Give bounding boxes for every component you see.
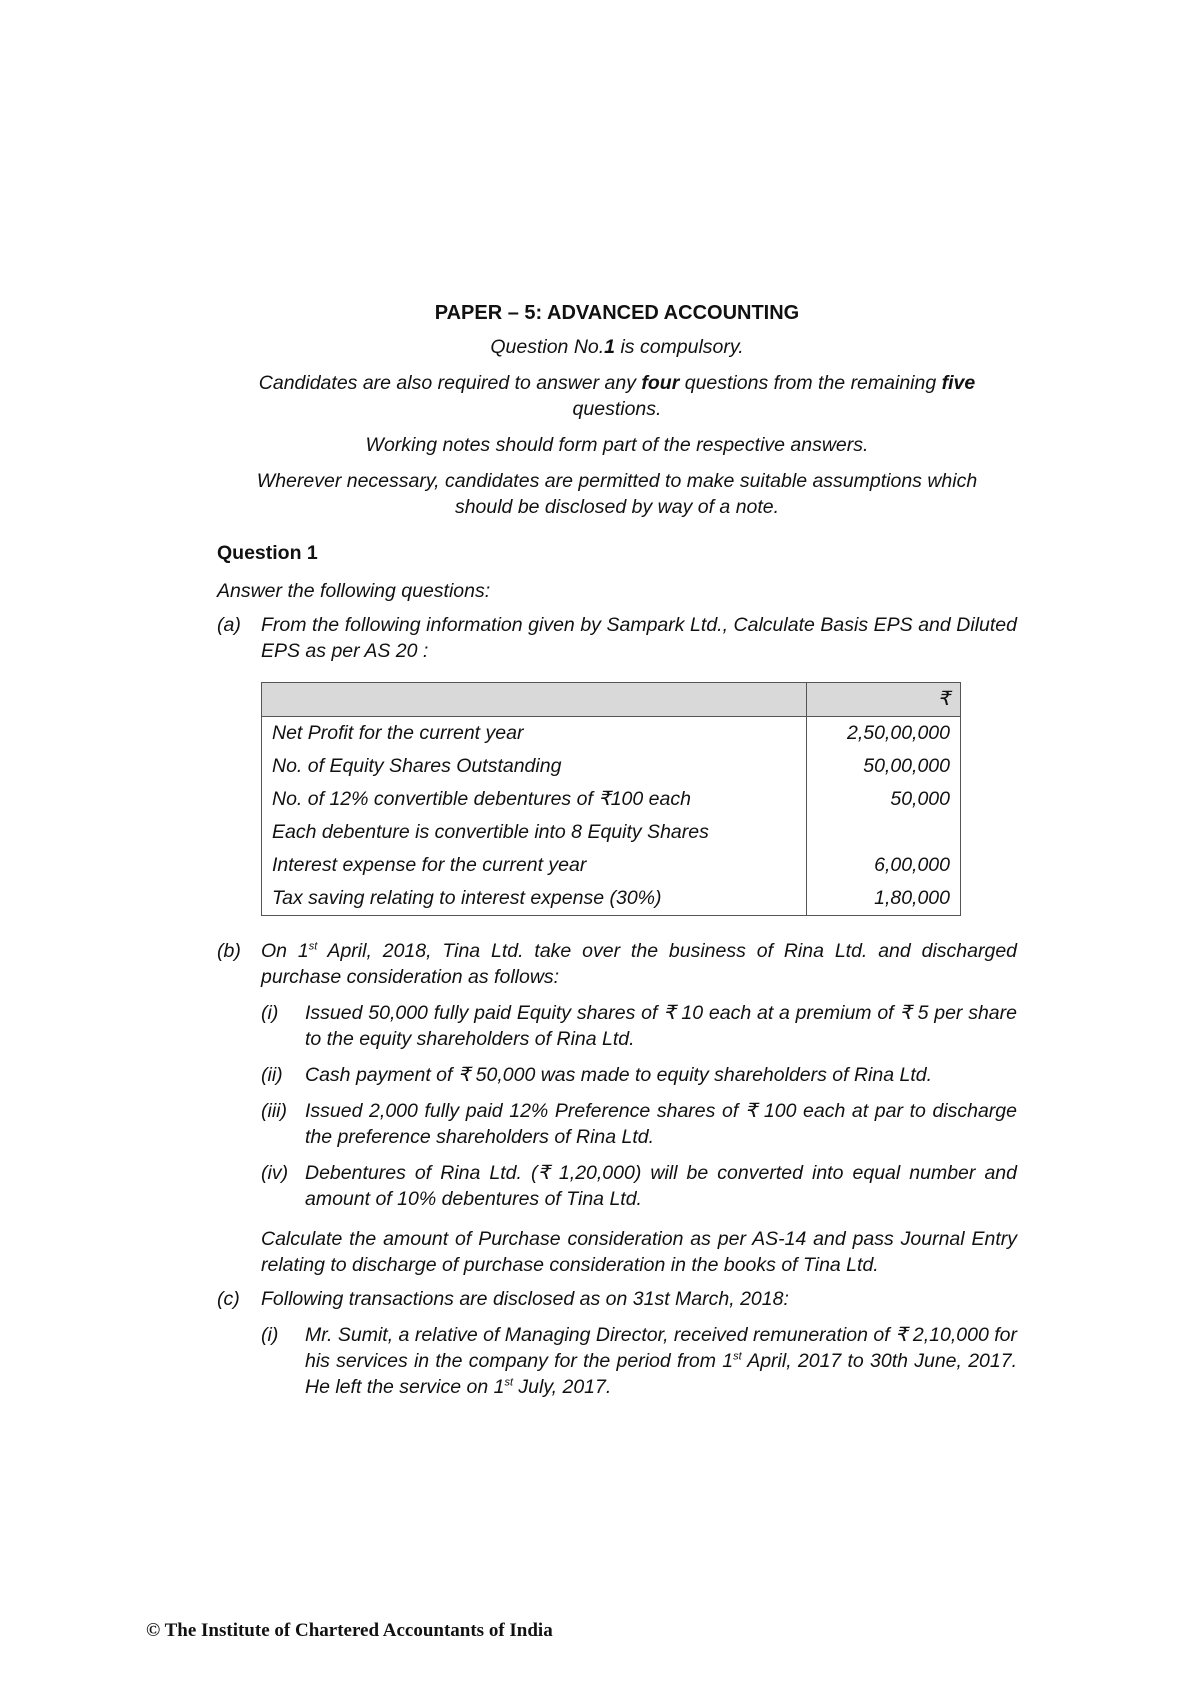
sub-item [261,1322,1017,1400]
instruction-text: Question No. [490,336,605,358]
row-value: 2,50,00,000 [807,717,961,751]
row-value: 1,80,000 [807,882,961,916]
instruction-emphasis: four [641,372,680,394]
paper-title: PAPER – 5: ADVANCED ACCOUNTING [434,302,800,324]
table-row [262,849,961,882]
ordinal-suffix: st [733,1350,742,1363]
part-label: (b) [217,940,241,962]
sub-item-label: (iii) [261,1100,287,1122]
sub-item-label: (i) [261,1002,279,1024]
part-b [217,938,1017,1278]
question-intro: Answer the following questions: [217,580,491,602]
instruction-text: Candidates are also required to answer any [258,372,642,394]
part-b-text [261,938,1017,990]
sub-item-label: (iv) [261,1162,289,1184]
sub-item [261,1160,1017,1212]
part-a [217,612,1017,930]
part-body [261,938,1017,1278]
instruction-text: is compulsory. [615,336,744,358]
instruction-emphasis: 1 [604,336,616,358]
exam-page [217,300,1017,1408]
sub-item-text-end: July, 2017. [513,1376,612,1398]
part-c [217,1286,1017,1400]
row-label: Tax saving relating to interest expense (30%) [262,882,807,916]
instructions [217,334,1017,520]
sub-item [261,1062,1017,1088]
sub-item-text: Debentures of Rina Ltd. (₹ 1,20,000) will be converted into equal number and amount of 10% debentures of Tina Ltd. [305,1162,1017,1210]
copyright-footer: © The Institute of Chartered Accountants of India [146,1620,553,1641]
row-value: 6,00,000 [807,849,961,882]
table-header-row [262,683,961,717]
part-b-closing: Calculate the amount of Purchase consideration as per AS-14 and pass Journal Entry relating to discharge of purchase consideration in the books of Tina Ltd. [261,1228,1017,1276]
sub-item-text: Issued 50,000 fully paid Equity shares of ₹ 10 each at a premium of ₹ 5 per share to the equity shareholders of Rina Ltd. [305,1002,1017,1050]
instruction-compulsory [217,334,1017,360]
sub-item-label: (ii) [261,1064,283,1086]
sub-item-text: Cash payment of ₹ 50,000 was made to equity shareholders of Rina Ltd. [305,1064,933,1086]
part-c-text: Following transactions are disclosed as on 31st March, 2018: [261,1288,789,1310]
sub-item-text [305,1322,1017,1400]
instruction-text: questions. [572,398,662,420]
row-value: 50,00,000 [807,750,961,783]
table-row [262,783,961,816]
row-label: Net Profit for the current year [262,717,807,751]
ordinal-suffix: st [504,1376,513,1389]
sub-item-text-start: Mr. Sumit, a relative of Managing Director, received remuneration of ₹ 2,10,000 for his services in the company for the period from 1 [305,1324,1017,1372]
table-row [262,717,961,751]
eps-data-table [261,682,961,916]
ordinal-suffix: st [308,940,318,953]
instruction-text: questions from the remaining [679,372,942,394]
sub-item-label: (i) [261,1324,279,1346]
instruction-assumptions: Wherever necessary, candidates are permitted to make suitable assumptions which should be disclosed by way of a note. [256,470,978,518]
row-label: Interest expense for the current year [262,849,807,882]
instruction-working-notes: Working notes should form part of the respective answers. [365,434,869,456]
question-heading: Question 1 [217,542,318,564]
part-label: (a) [217,614,241,636]
part-b-text-start: On 1 [261,940,309,962]
instruction-choose [217,370,1017,422]
sub-item-text-middle: April, 2017 to 30th June, 2017. He left the service on 1 [305,1350,1017,1398]
row-label: Each debenture is convertible into 8 Equity Shares [262,816,807,849]
part-a-text: From the following information given by Sampark Ltd., Calculate Basis EPS and Diluted EPS as per AS 20 : [261,614,1017,662]
part-body [261,612,1017,930]
sub-item-text: Issued 2,000 fully paid 12% Preference shares of ₹ 100 each at par to discharge the preference shareholders of Rina Ltd. [305,1100,1017,1148]
rupee-header: ₹ [807,683,961,717]
row-value: 50,000 [807,783,961,816]
instruction-emphasis: five [941,372,976,394]
table-row [262,750,961,783]
table-row [262,816,961,849]
table-row [262,882,961,916]
part-b-text-rest: April, 2018, Tina Ltd. take over the business of Rina Ltd. and discharged purchase consideration as follows: [261,940,1018,988]
row-label: No. of 12% convertible debentures of ₹100 each [262,783,807,816]
sub-item [261,1098,1017,1150]
part-label: (c) [217,1288,240,1310]
row-value [807,816,961,849]
sub-item [261,1000,1017,1052]
table-header-blank [262,683,807,717]
row-label: No. of Equity Shares Outstanding [262,750,807,783]
part-body [261,1286,1017,1400]
